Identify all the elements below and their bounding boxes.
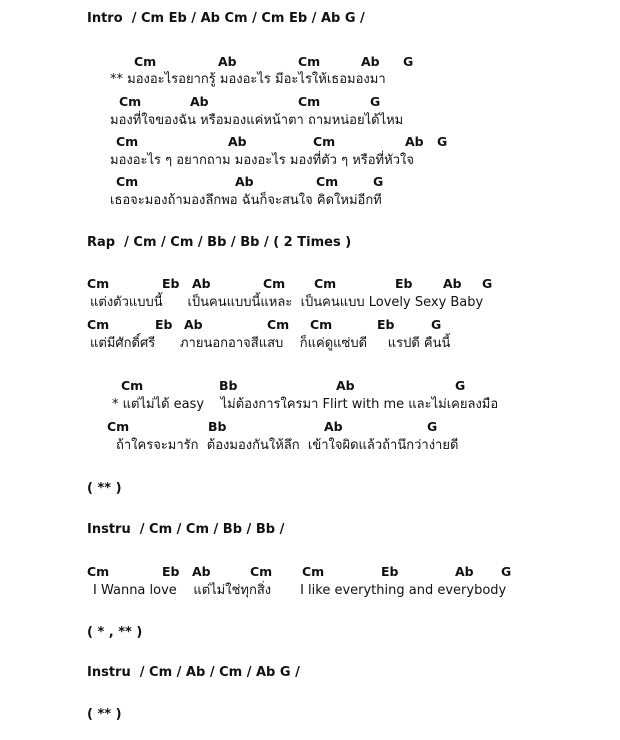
chord: Eb <box>381 564 399 579</box>
chord: Ab <box>235 174 254 189</box>
lyric-line: มองอะไร ๆ อยากถาม มองอะไร มองที่ตัว ๆ หรือที่หัวใจ <box>110 153 414 168</box>
chord: Ab <box>361 54 380 69</box>
chord: Ab <box>184 317 203 332</box>
chord: Cm <box>119 94 142 109</box>
chord: Bb <box>219 378 238 393</box>
chord: Ab <box>324 419 343 434</box>
lyric-line: ** มองอะไรอยากรู้ มองอะไร มีอะไรให้เธอมองมา <box>110 72 386 87</box>
chord: Cm <box>134 54 157 69</box>
chord: Cm <box>116 134 139 149</box>
chord: Cm <box>87 317 110 332</box>
chord: G <box>427 419 438 434</box>
chord-row <box>0 276 620 292</box>
instru-line: Instru / Cm / Cm / Bb / Bb / <box>87 522 285 537</box>
chord-row <box>0 564 620 580</box>
chord: G <box>373 174 384 189</box>
chord: Ab <box>228 134 247 149</box>
chord: Cm <box>107 419 130 434</box>
lyric-line: ถ้าใครจะมารัก ต้องมองกันให้ลึก เข้าใจผิดแล้วถ้านึกว่าง่ายดี <box>116 438 459 453</box>
chord: Eb <box>162 276 180 291</box>
lyric-line: * แต่ไม่ได้ easy ไม่ต้องการใครมา Flirt with me และไม่เคยลงมือ <box>112 397 499 412</box>
chord: Ab <box>443 276 462 291</box>
chord-row <box>0 378 620 394</box>
chord: G <box>501 564 512 579</box>
chord: Cm <box>263 276 286 291</box>
repeat-marker: ( * , ** ) <box>87 625 143 640</box>
lyric-line: แต่งตัวแบบนี้ เป็นคนแบบนี้แหละ เป็นคนแบบ Lovely Sexy Baby <box>90 295 484 310</box>
chord: Bb <box>208 419 227 434</box>
lyric-line: I Wanna love แต่ไม่ใช่ทุกสิ่ง I like everything and everybody <box>93 583 507 598</box>
chord: Ab <box>218 54 237 69</box>
instru-line: Instru / Cm / Ab / Cm / Ab G / <box>87 665 300 680</box>
chord: Cm <box>298 94 321 109</box>
chord: Cm <box>87 564 110 579</box>
chord: G <box>482 276 493 291</box>
rap-header: Rap / Cm / Cm / Bb / Bb / ( 2 Times ) <box>87 235 352 250</box>
chord: Eb <box>162 564 180 579</box>
chord-row <box>0 317 620 333</box>
chord-row <box>0 174 620 190</box>
chord: Ab <box>336 378 355 393</box>
chord: Ab <box>190 94 209 109</box>
chord: G <box>455 378 466 393</box>
chord: Cm <box>310 317 333 332</box>
chord-row <box>0 134 620 150</box>
chord: Cm <box>267 317 290 332</box>
lyric-line: แต่มีศักดิ์ศรี ภายนอกอาจสีแสบ ก็แค่ดูแซ่บดี แรปดี คืนนี้ <box>90 336 451 351</box>
chord: Cm <box>313 134 336 149</box>
chord: Eb <box>377 317 395 332</box>
chord: G <box>431 317 442 332</box>
chord: Cm <box>314 276 337 291</box>
chord: Cm <box>250 564 273 579</box>
chord: Eb <box>395 276 413 291</box>
chord: Cm <box>316 174 339 189</box>
chord: G <box>370 94 381 109</box>
chord-row <box>0 54 620 70</box>
intro-line: Intro / Cm Eb / Ab Cm / Cm Eb / Ab G / <box>87 11 365 26</box>
chord: Ab <box>405 134 424 149</box>
chord: G <box>403 54 414 69</box>
chord: Eb <box>155 317 173 332</box>
chord: Ab <box>455 564 474 579</box>
lyric-line: มองที่ใจของฉัน หรือมองแค่หน้าตา ถามหน่อยได้ไหม <box>110 113 404 128</box>
chord: Ab <box>192 276 211 291</box>
chord: G <box>437 134 448 149</box>
chord: Cm <box>116 174 139 189</box>
lyric-line: เธอจะมองถ้ามองลึกพอ ฉันก็จะสนใจ คิดใหม่อีกที <box>110 193 382 208</box>
chord-row <box>0 419 620 435</box>
chord: Cm <box>298 54 321 69</box>
chord: Ab <box>192 564 211 579</box>
chord: Cm <box>302 564 325 579</box>
chord: Cm <box>87 276 110 291</box>
repeat-marker: ( ** ) <box>87 707 122 722</box>
chord: Cm <box>121 378 144 393</box>
chord-row <box>0 94 620 110</box>
repeat-marker: ( ** ) <box>87 481 122 496</box>
